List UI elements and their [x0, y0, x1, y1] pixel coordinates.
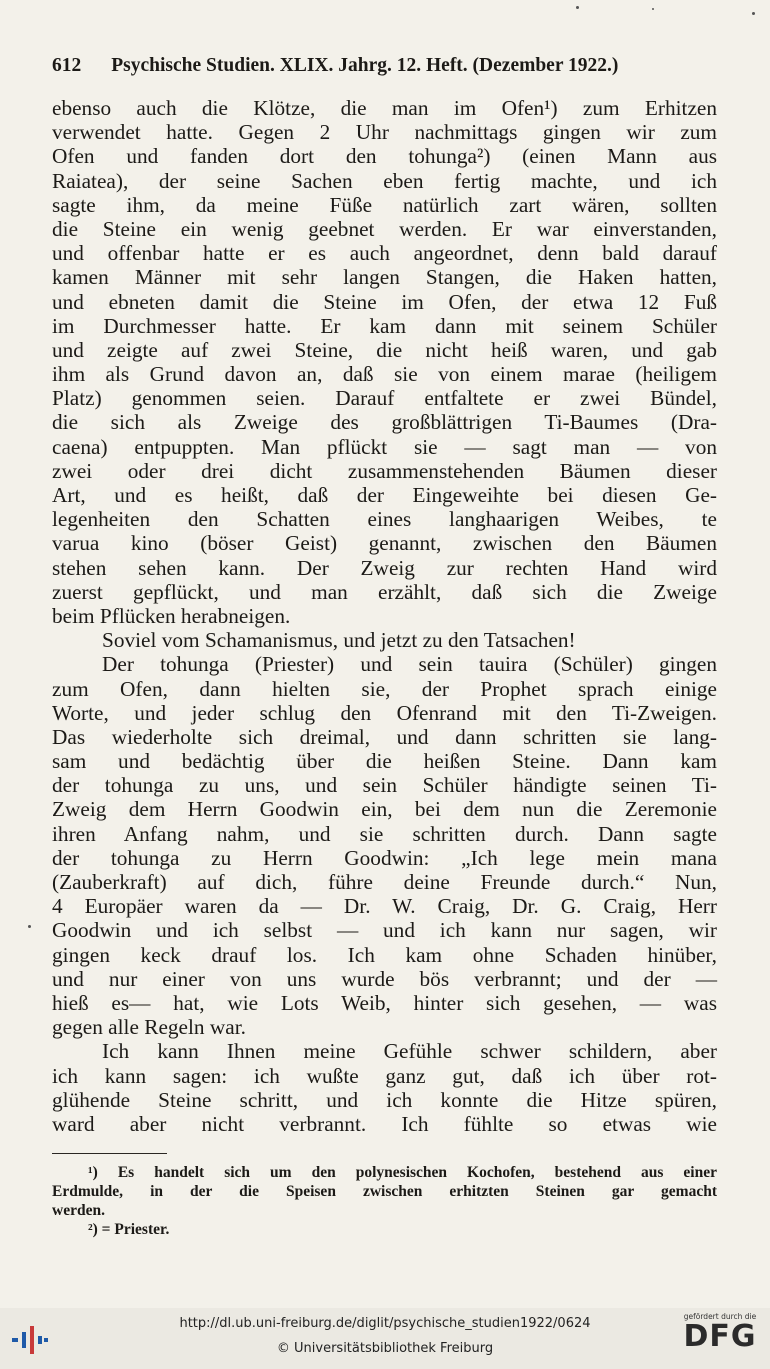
text-line: sagte ihm, da meine Füße natürlich zart wären, sollten — [52, 192, 717, 217]
text-line: Worte, und jeder schlug den Ofenrand mit den Ti-Zweigen. — [52, 700, 717, 725]
text-line: caena) entpuppten. Man pflückt sie — sagt man — von — [52, 434, 717, 459]
text-line: und offenbar hatte er es auch angeordnet, denn bald darauf — [52, 241, 717, 266]
text-line: zum Ofen, dann hielten sie, der Prophet sprach einige — [52, 676, 717, 701]
scan-speck — [28, 925, 31, 928]
dfg-wordmark: DFG — [683, 1319, 757, 1354]
footnote-line: werden. — [52, 1202, 105, 1219]
running-title: Psychische Studien. XLIX. Jahrg. 12. Heft. (Dezember 1922.) — [111, 55, 619, 76]
copyright-notice: © Universitätsbibliothek Freiburg — [276, 1341, 494, 1356]
scan-speck — [652, 8, 654, 10]
text-line: legenheiten den Schatten eines langhaarigen Weibes, te — [52, 507, 717, 532]
text-line: 4 Europäer waren da — Dr. W. Craig, Dr. G. Craig, Herr — [52, 894, 717, 919]
dfg-tagline: gefördert durch die — [683, 1312, 757, 1321]
text-line: ebenso auch die Klötze, die man im Ofen¹) zum Erhitzen — [52, 96, 717, 120]
footnote-line: ²) = Priester. — [88, 1221, 170, 1238]
text-line: im Durchmesser hatte. Er kam dann mit seinem Schüler — [52, 313, 717, 338]
text-line: stehen sehen kann. Der Zweig zur rechten Hand wird — [52, 555, 717, 580]
text-line: der tohunga zu Herrn Goodwin: „Ich lege mein mana — [52, 845, 717, 870]
text-line: hieß es— hat, wie Lots Weib, hinter sich gesehen, — was — [52, 990, 717, 1015]
running-head — [52, 55, 700, 77]
text-line: verwendet hatte. Gegen 2 Uhr nachmittags gingen wir zum — [52, 120, 717, 145]
footnote-divider — [52, 1153, 167, 1154]
page-number: 612 — [52, 55, 82, 76]
text-line: Platz) genommen seien. Darauf entfaltete er zwei Bündel, — [52, 386, 717, 411]
body-text — [52, 96, 717, 1136]
text-line: ich kann sagen: ich wußte ganz gut, daß ich über rot- — [52, 1063, 717, 1088]
text-line: Der tohunga (Priester) und sein tauira (Schüler) gingen — [102, 652, 717, 677]
text-line: Das wiederholte sich dreimal, und dann schritten sie lang- — [52, 724, 717, 749]
text-line: und zeigte auf zwei Steine, die nicht heiß waren, und gab — [52, 337, 717, 362]
text-line: und nur einer von uns wurde bös verbrannt; und der — — [52, 966, 717, 991]
viewer-footer — [0, 1308, 770, 1369]
scan-speck — [576, 6, 579, 9]
source-url-link[interactable]: http://dl.ub.uni-freiburg.de/diglit/psychische_studien1922/0624 — [179, 1316, 591, 1331]
text-line: ward aber nicht verbrannt. Ich fühlte so etwas wie — [52, 1111, 717, 1136]
text-line: und ebneten damit die Steine im Ofen, der etwa 12 Fuß — [52, 289, 717, 314]
text-line: Ofen und fanden dort den tohunga²) (einen Mann aus — [52, 144, 717, 169]
text-line: Raiatea), der seine Sachen eben fertig machte, und ich — [52, 168, 717, 193]
text-line: Ich kann Ihnen meine Gefühle schwer schildern, aber — [102, 1039, 717, 1064]
text-line: gegen alle Regeln war. — [52, 1015, 246, 1040]
scan-speck — [752, 12, 755, 15]
text-line: der tohunga zu uns, und sein Schüler händigte seinen Ti- — [52, 773, 717, 798]
text-line: Soviel vom Schamanismus, und jetzt zu den Tatsachen! — [102, 628, 576, 653]
text-line: Goodwin und ich selbst — und ich kann nur sagen, wir — [52, 918, 717, 943]
text-line: sam und bedächtig über die heißen Steine. Dann kam — [52, 749, 717, 774]
dfg-logo — [680, 1312, 760, 1353]
text-line: kamen Männer mit sehr langen Stangen, die Haken hatten, — [52, 265, 717, 290]
footnotes — [52, 1163, 717, 1239]
text-line: zwei oder drei dicht zusammenstehenden Bäumen dieser — [52, 458, 717, 483]
text-line: zuerst gepflückt, und man erzählt, daß sich die Zweige — [52, 579, 717, 604]
text-line: (Zauberkraft) auf dich, führe deine Freunde durch.“ Nun, — [52, 870, 717, 894]
text-line: beim Pflücken herabneigen. — [52, 603, 291, 628]
text-line: die sich als Zweige des großblättrigen Ti-Baumes (Dra- — [52, 410, 717, 435]
text-line: ihm als Grund davon an, daß sie von einem marae (heiligem — [52, 362, 717, 387]
text-line: Art, und es heißt, daß der Eingeweihte bei diesen Ge- — [52, 483, 717, 507]
text-line: die Steine ein wenig geebnet werden. Er war einverstanden, — [52, 216, 717, 241]
text-line: ihren Anfang nahm, und sie schritten durch. Dann sagte — [52, 821, 717, 846]
text-line: Zweig dem Herrn Goodwin ein, bei dem nun die Zeremonie — [52, 797, 717, 822]
footnote-line: Erdmulde, in der die Speisen zwischen erhitzten Steinen gar gemacht — [52, 1183, 717, 1200]
text-line: gingen keck drauf los. Ich kam ohne Schaden hinüber, — [52, 942, 717, 967]
footnote-line: ¹) Es handelt sich um den polynesischen Kochofen, bestehend aus einer — [88, 1164, 717, 1181]
text-line: varua kino (böser Geist) genannt, zwischen den Bäumen — [52, 531, 717, 556]
text-line: glühende Steine schritt, und ich konnte die Hitze spüren, — [52, 1087, 717, 1112]
